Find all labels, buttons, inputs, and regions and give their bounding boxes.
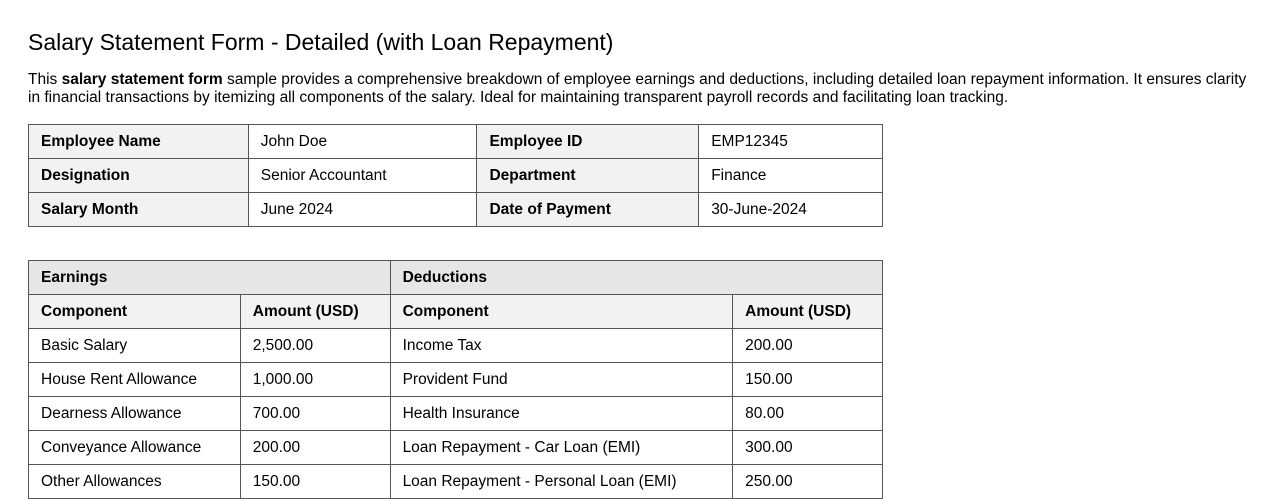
employee-id-value: EMP12345	[699, 125, 883, 159]
earning-component: House Rent Allowance	[29, 363, 241, 397]
earning-component: Basic Salary	[29, 329, 241, 363]
earnings-deductions-table	[28, 260, 883, 499]
earning-component: Dearness Allowance	[29, 397, 241, 431]
intro-paragraph	[28, 71, 1250, 107]
deduction-component: Health Insurance	[390, 397, 733, 431]
earning-amount: 2,500.00	[240, 329, 390, 363]
page-title: Salary Statement Form - Detailed (with Loan Repayment)	[28, 29, 614, 55]
employee-info-table	[28, 124, 883, 227]
deduction-component: Loan Repayment - Car Loan (EMI)	[390, 431, 733, 465]
section-heading-row	[29, 261, 883, 295]
intro-text-before: This	[28, 71, 62, 88]
payment-date-value: 30-June-2024	[699, 193, 883, 227]
earning-component: Other Allowances	[29, 465, 241, 499]
deduction-amount: 250.00	[733, 465, 883, 499]
table-row	[29, 465, 883, 499]
employee-name-value: John Doe	[248, 125, 477, 159]
deduction-amount: 300.00	[733, 431, 883, 465]
earning-amount: 700.00	[240, 397, 390, 431]
earnings-amount-header: Amount (USD)	[240, 295, 390, 329]
earning-amount: 200.00	[240, 431, 390, 465]
deduction-component: Income Tax	[390, 329, 733, 363]
employee-info-row	[29, 125, 883, 159]
earnings-component-header: Component	[29, 295, 241, 329]
department-label: Department	[477, 159, 699, 193]
deduction-amount: 200.00	[733, 329, 883, 363]
table-row	[29, 329, 883, 363]
intro-text-after: sample provides a comprehensive breakdown of employee earnings and deductions, including detailed loan repayment information. It ensures clarity in financial transactions by itemizing all components of the salary. Ideal for maintaining transparent payroll records and facilitating loan tracking.	[28, 71, 1247, 106]
salary-month-label: Salary Month	[29, 193, 249, 227]
intro-text-bold: salary statement form	[61, 71, 223, 88]
employee-info-row	[29, 159, 883, 193]
deduction-component: Provident Fund	[390, 363, 733, 397]
salary-month-value: June 2024	[248, 193, 477, 227]
designation-label: Designation	[29, 159, 249, 193]
deduction-amount: 80.00	[733, 397, 883, 431]
department-value: Finance	[699, 159, 883, 193]
employee-info-row	[29, 193, 883, 227]
deduction-component: Loan Repayment - Personal Loan (EMI)	[390, 465, 733, 499]
designation-value: Senior Accountant	[248, 159, 477, 193]
deductions-component-header: Component	[390, 295, 733, 329]
payment-date-label: Date of Payment	[477, 193, 699, 227]
employee-id-label: Employee ID	[477, 125, 699, 159]
earnings-heading: Earnings	[29, 261, 391, 295]
earning-amount: 1,000.00	[240, 363, 390, 397]
table-row	[29, 363, 883, 397]
earning-amount: 150.00	[240, 465, 390, 499]
table-row	[29, 397, 883, 431]
table-row	[29, 431, 883, 465]
column-header-row	[29, 295, 883, 329]
earning-component: Conveyance Allowance	[29, 431, 241, 465]
deductions-heading: Deductions	[390, 261, 882, 295]
employee-name-label: Employee Name	[29, 125, 249, 159]
deductions-amount-header: Amount (USD)	[733, 295, 883, 329]
deduction-amount: 150.00	[733, 363, 883, 397]
